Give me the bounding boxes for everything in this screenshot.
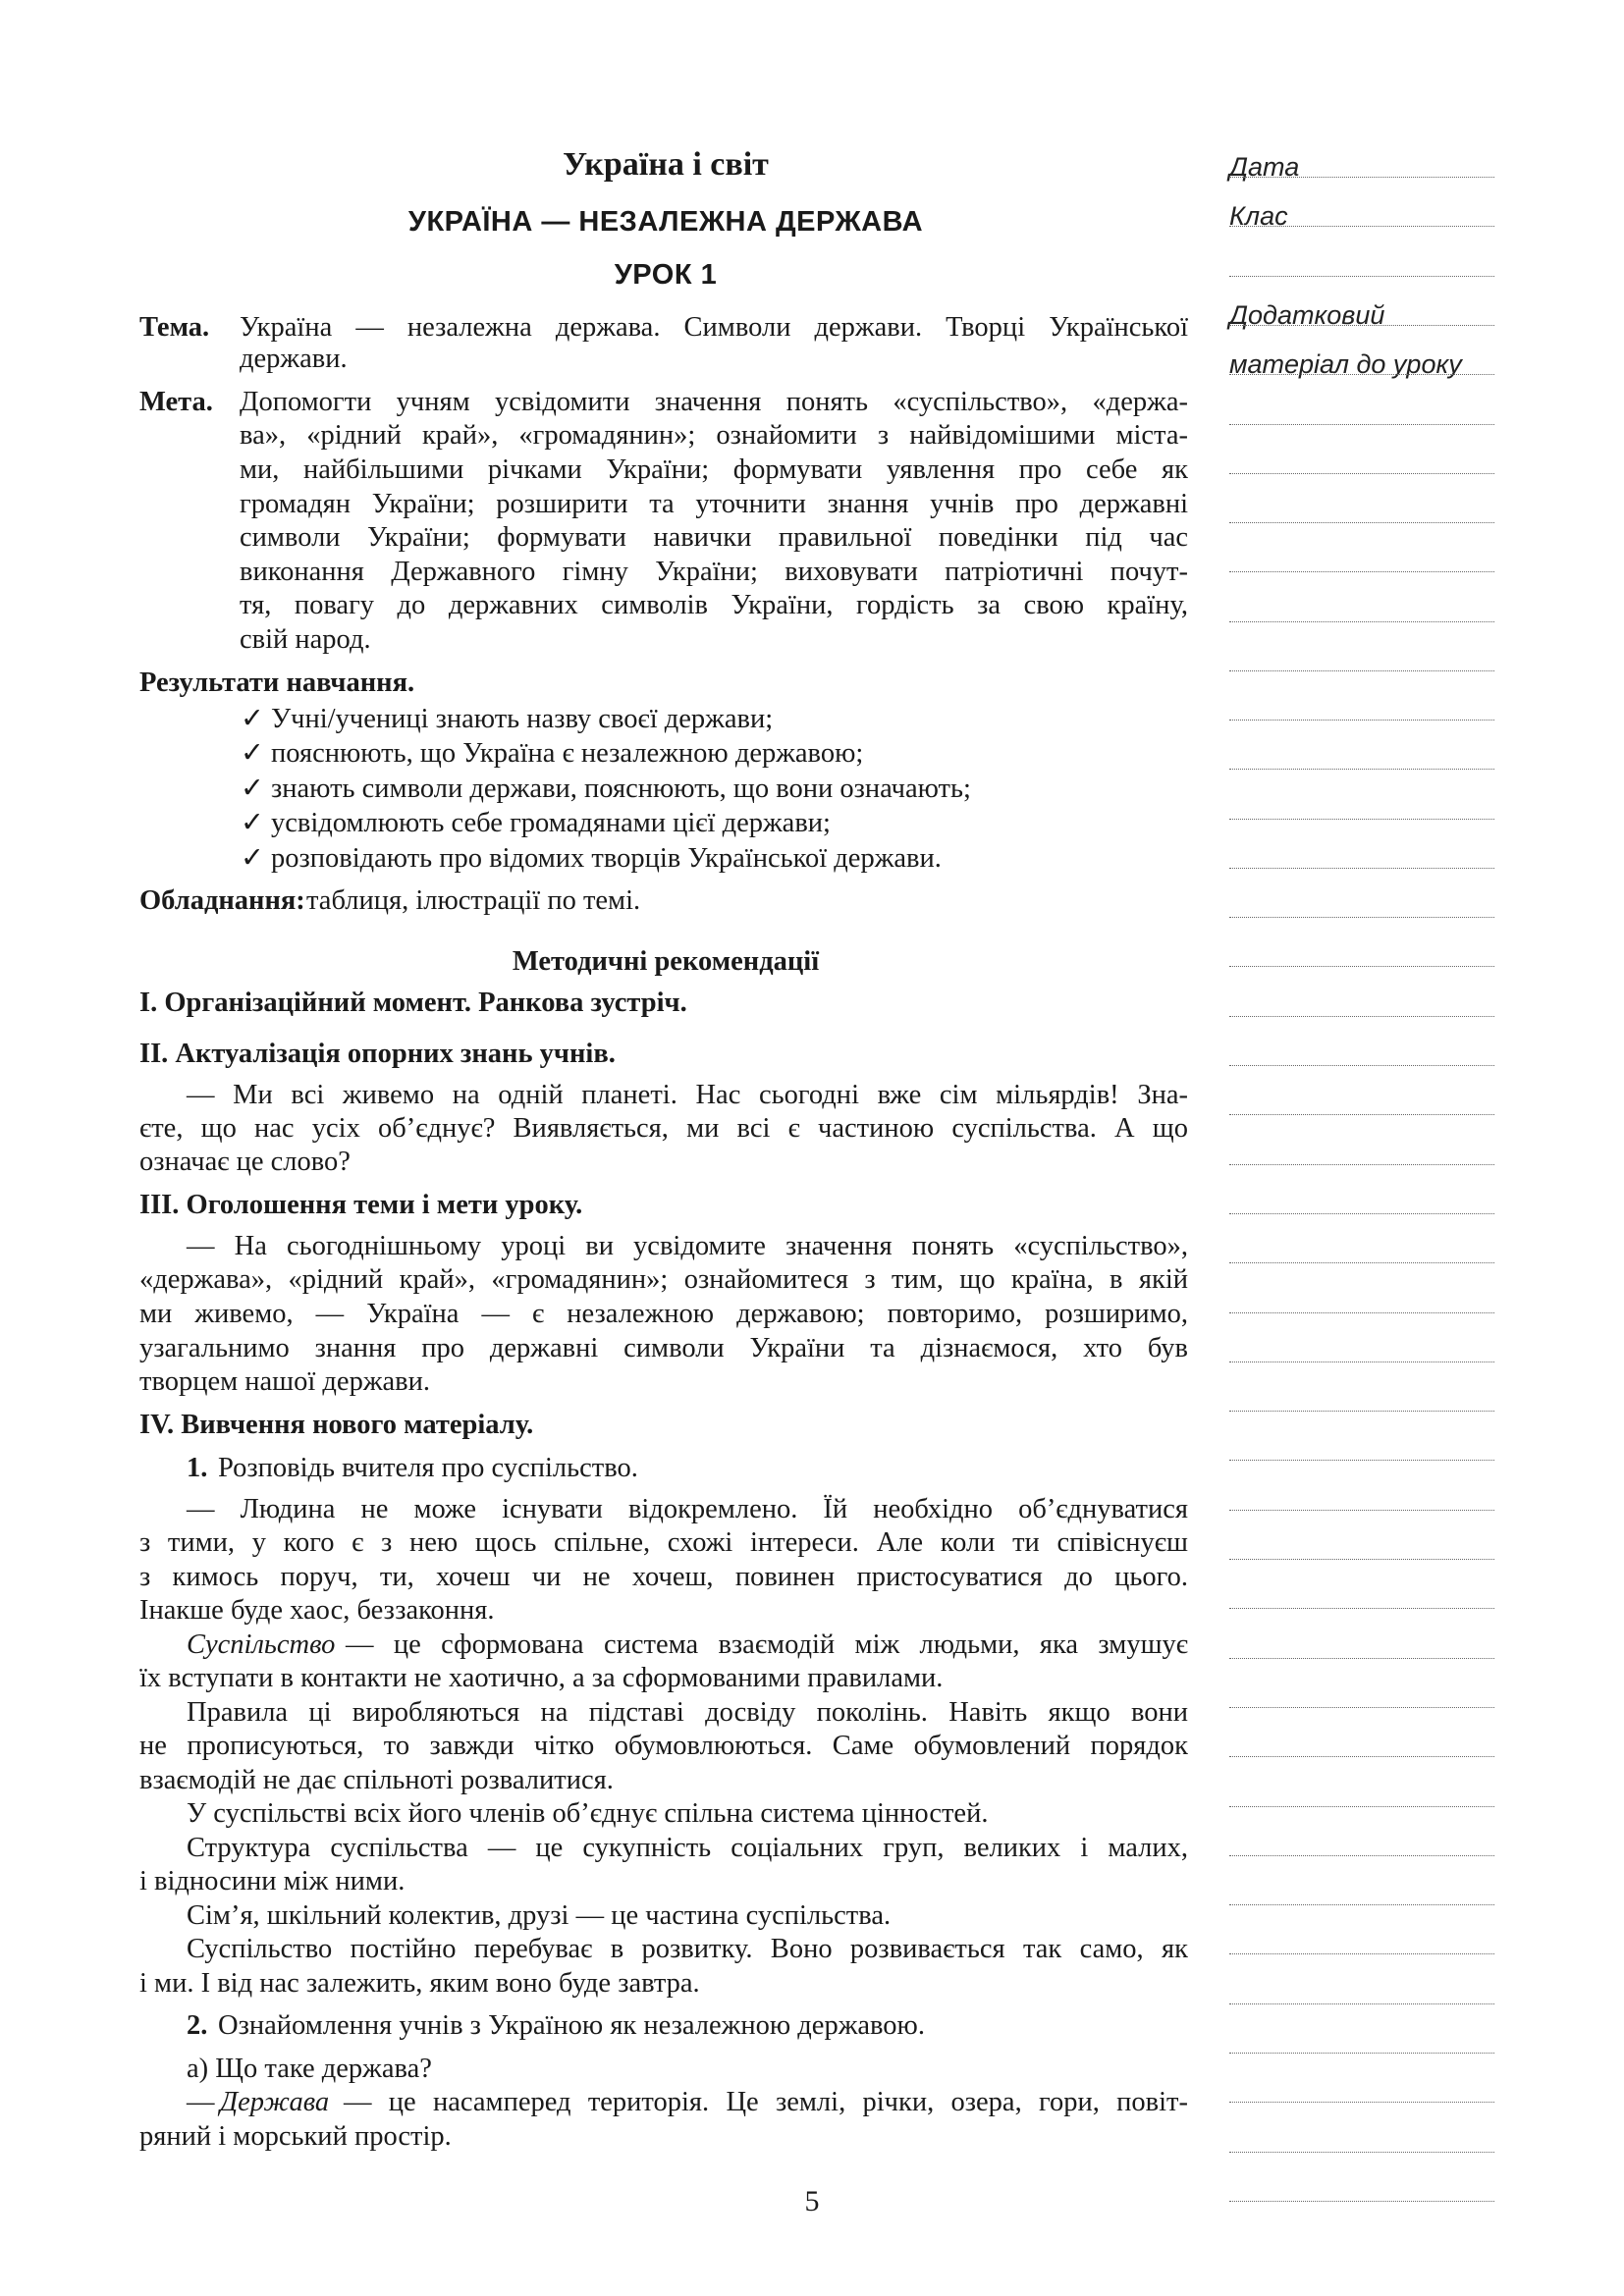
text-line: узагальнимо знання про державні символи України та дізнаємося, хто був: [139, 1333, 1188, 1363]
list-item: ✓ усвідомлюють себе громадянами цієї держави;: [241, 808, 831, 838]
term-italic: Суспільство: [187, 1629, 336, 1660]
text-line: і ми. І від нас залежить, яким воно буде завтра.: [139, 1968, 700, 1999]
label-meta: Мета.: [139, 387, 213, 417]
text-line: і відносини між ними.: [139, 1866, 406, 1896]
text-line: громадян України; розширити та уточнити знання учнів про державні: [240, 489, 1188, 519]
section-heading: IV. Вивчення нового матеріалу.: [139, 1410, 534, 1440]
list-item: ✓ пояснюють, що Україна є незалежною державою;: [241, 738, 864, 769]
section-heading: I. Організаційний момент. Ранкова зустріч.: [139, 988, 687, 1018]
text-line: тя, повагу до державних символів України, гордість за свою країну,: [240, 590, 1188, 620]
extra-material-label: Додатковий: [1229, 300, 1385, 330]
text-line: Правила ці виробляються на підставі досвіду поколінь. Навіть якщо вони: [187, 1697, 1188, 1728]
label-equipment: Обладнання:: [139, 885, 305, 916]
section-heading: III. Оголошення теми і мети уроку.: [139, 1190, 583, 1220]
text-line: символи України; формувати навички правильної поведінки під час: [240, 522, 1188, 553]
text-line: з кимось поруч, ти, хочеш чи не хочеш, повинен пристосуватися до цього.: [139, 1562, 1188, 1592]
text-line: —: [187, 2087, 215, 2117]
text-line: — Ми всі живемо на одній планеті. Нас сьогодні вже сім мільярдів! Зна-: [187, 1080, 1188, 1110]
text-line: взаємодій не дає спільноті розвалитися.: [139, 1765, 614, 1795]
topic-title: УКРАЇНА — НЕЗАЛЕЖНА ДЕРЖАВА: [407, 206, 924, 238]
text-line: єте, що нас усіх об’єднує? Виявляється, ми всі є частиною суспільства. А що: [139, 1113, 1188, 1144]
text-line: ряний і морський простір.: [139, 2121, 452, 2152]
text-line: — це сформована система взаємодій між людьми, яка змушує: [346, 1629, 1188, 1660]
text-line: У суспільстві всіх його членів об’єднує спільна система цінностей.: [187, 1798, 989, 1829]
text-line: виконання Державного гімну України; виховувати патріотичні почут-: [240, 557, 1188, 587]
text-line: їх вступати в контакти не хаотично, а за сформованими правилами.: [139, 1663, 944, 1693]
text-line: Допомогти учням усвідомити значення понять «суспільство», «держа-: [240, 387, 1188, 417]
text-line: — це насамперед територія. Це землі, річки, озера, гори, повіт-: [344, 2087, 1188, 2117]
text-line: Структура суспільства — це сукупність соціальних груп, великих і малих,: [187, 1833, 1188, 1863]
term-italic: Держава: [220, 2087, 330, 2117]
date-label: Дата: [1229, 152, 1300, 182]
label-tema: Тема.: [139, 312, 210, 343]
text-line: ва», «рідний край», «громадянин»; ознайомити з найвідомішими міста-: [240, 420, 1188, 451]
text-line: а) Що таке держава?: [187, 2054, 432, 2084]
section-heading: Методичні рекомендації: [512, 946, 820, 977]
list-item: ✓ Учні/учениці знають назву своєї держави;: [241, 704, 774, 734]
text-line: таблиця, ілюстрації по темі.: [306, 885, 641, 916]
class-label: Клас: [1229, 201, 1288, 231]
lesson-title: УРОК 1: [614, 259, 718, 291]
text-line: з тими, у кого є з нею щось спільне, схожі інтереси. Але коли ти співіснуєш: [139, 1527, 1188, 1558]
page-number: 5: [804, 2185, 820, 2217]
item-number: 2.: [187, 2010, 208, 2041]
section-title: Україна і світ: [563, 146, 769, 183]
text-line: Розповідь вчителя про суспільство.: [218, 1453, 638, 1483]
list-item: ✓ знають символи держави, пояснюють, що вони означають;: [241, 774, 971, 804]
item-number: 1.: [187, 1453, 208, 1483]
text-line: — Людина не може існувати відокремлено. Їй необхідно об’єднуватися: [187, 1494, 1188, 1524]
text-line: не прописуються, то завжди чітко обумовлюються. Саме обумовлений порядок: [139, 1731, 1188, 1761]
text-line: Сім’я, шкільний колектив, друзі — це частина суспільства.: [187, 1900, 892, 1931]
text-line: ми, найбільшими річками України; формувати уявлення про себе як: [240, 454, 1188, 485]
text-line: Ознайомлення учнів з Україною як незалежною державою.: [218, 2010, 925, 2041]
text-line: творцем нашої держави.: [139, 1366, 430, 1397]
text-line: ми живемо, — Україна — є незалежною державою; повторимо, розширимо,: [139, 1299, 1188, 1329]
text-line: — На сьогоднішньому уроці ви усвідомите значення понять «суспільство»,: [187, 1231, 1188, 1261]
section-heading: II. Актуалізація опорних знань учнів.: [139, 1039, 616, 1069]
extra-material-label: матеріал до уроку: [1229, 349, 1462, 379]
text-line: держави.: [240, 344, 348, 374]
text-line: Суспільство постійно перебуває в розвитку. Воно розвивається так само, як: [187, 1934, 1188, 1964]
text-line: Інакше буде хаос, беззаконня.: [139, 1595, 495, 1626]
text-line: означає це слово?: [139, 1147, 351, 1177]
label-results: Результати навчання.: [139, 667, 415, 698]
text-line: Україна — незалежна держава. Символи держави. Творці Української: [240, 312, 1188, 343]
list-item: ✓ розповідають про відомих творців Української держави.: [241, 843, 942, 874]
text-line: свій народ.: [240, 624, 371, 655]
text-line: «держава», «рідний край», «громадянин»; ознайомитеся з тим, що країна, в якій: [139, 1264, 1188, 1295]
